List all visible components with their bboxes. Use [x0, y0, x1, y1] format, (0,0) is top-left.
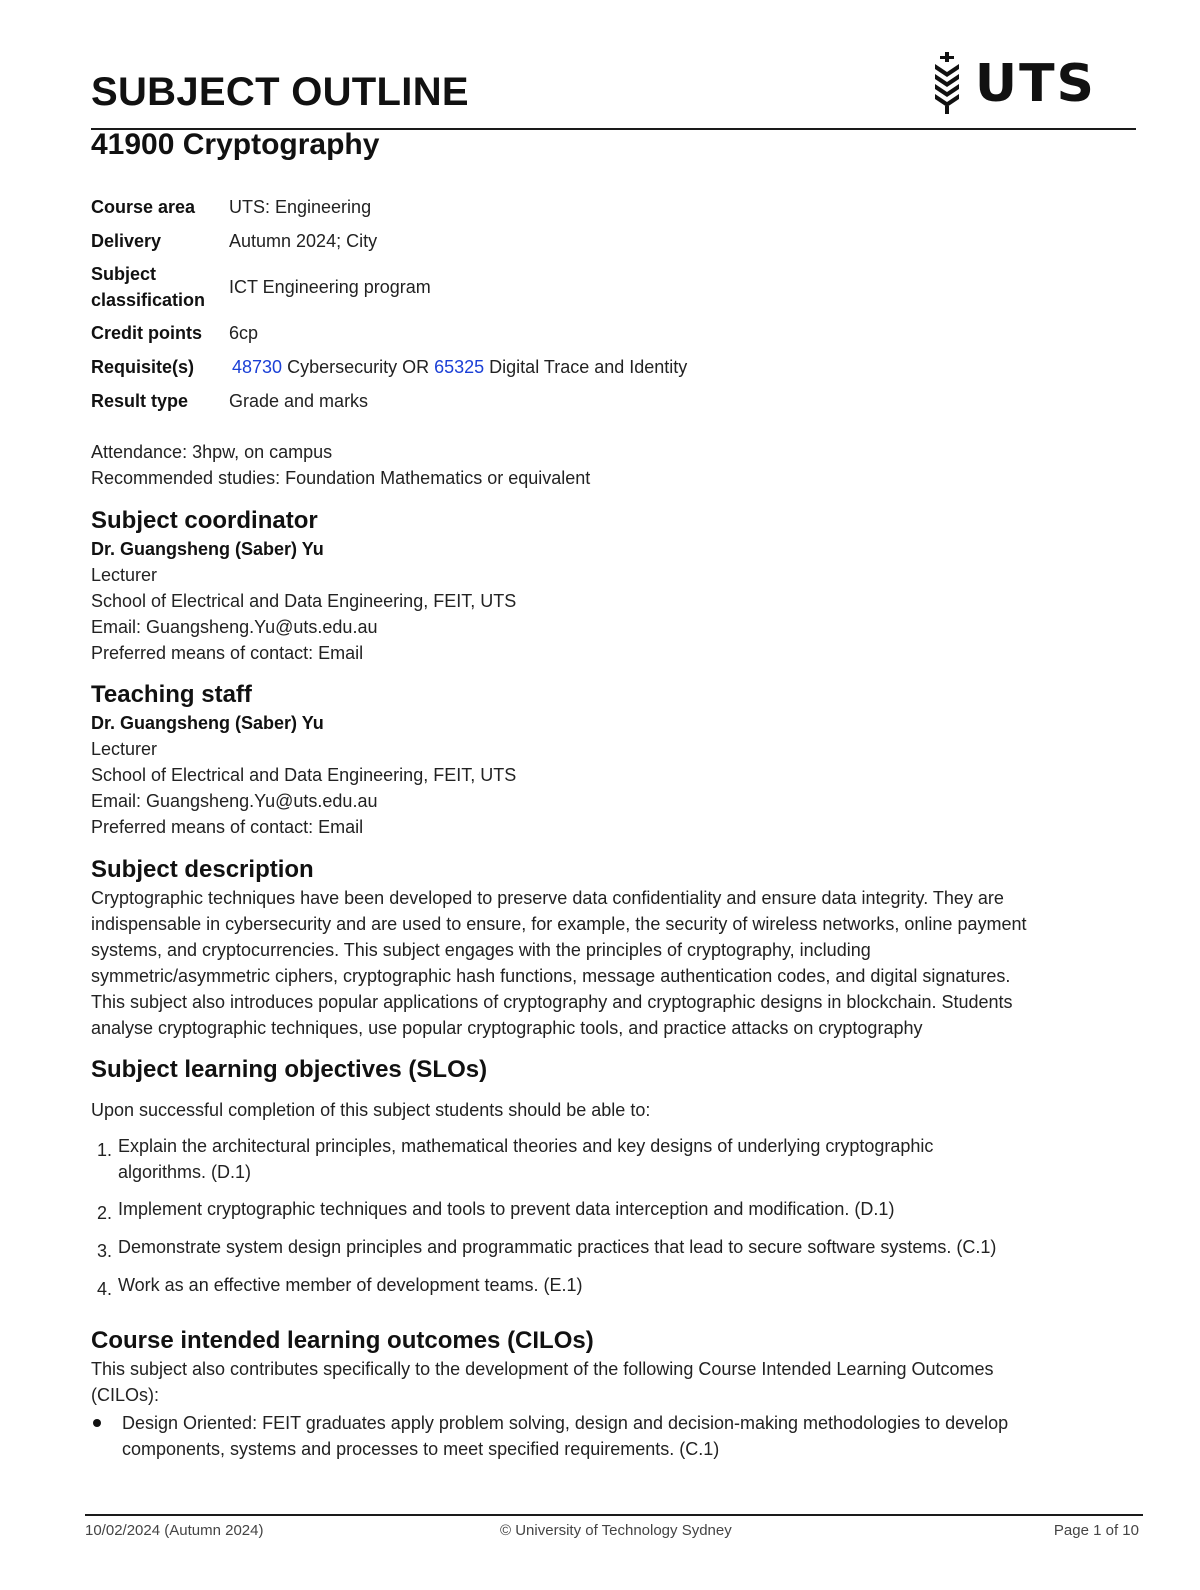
slo-text: Demonstrate system design principles and programmatic practices that lead to secure software systems. (C.1): [118, 1237, 997, 1257]
uts-crest-icon: [929, 52, 965, 116]
subject-coordinator-section: [91, 506, 1136, 666]
subject-description-heading: Subject description: [91, 856, 314, 883]
slo-intro: Upon successful completion of this subject students should be able to:: [91, 1100, 651, 1120]
teaching-staff-name: Dr. Guangsheng (Saber) Yu: [91, 713, 324, 733]
cilo-heading: Course intended learning outcomes (CILOs): [91, 1327, 594, 1354]
description-line: indispensable in cybersecurity and are used to ensure, for example, the security of wireless networks, online payment: [91, 914, 1027, 934]
coordinator-role: Lecturer: [91, 565, 158, 585]
description-line: analyse cryptographic techniques, use popular cryptographic tools, and practice attacks on cryptography: [91, 1018, 923, 1038]
attendance-notes: [91, 439, 1136, 491]
result-type-value: Grade and marks: [229, 390, 369, 411]
slo-list: [91, 1133, 1136, 1298]
slo-item: [91, 1272, 1136, 1298]
course-area-label: Course area: [91, 196, 196, 217]
slo-item: [91, 1133, 1136, 1185]
teaching-staff-school: School of Electrical and Data Engineering, FEIT, UTS: [91, 765, 517, 785]
slo-text: Work as an effective member of development teams. (E.1): [118, 1275, 583, 1295]
requisite-link-48730[interactable]: 48730: [232, 356, 283, 377]
requisite-link-65325[interactable]: 65325: [434, 356, 485, 377]
cilo-item: [91, 1410, 1136, 1462]
meta-row-delivery: [91, 224, 687, 258]
teaching-staff-contact: Preferred means of contact: Email: [91, 817, 364, 837]
footer-copyright: © University of Technology Sydney: [500, 1522, 732, 1539]
slo-number: 1.: [97, 1140, 113, 1160]
requisite-text-1: Cybersecurity OR: [282, 356, 435, 377]
bullet-icon: [93, 1419, 101, 1427]
slo-section: [91, 1055, 1136, 1298]
subject-meta-table: [91, 190, 687, 418]
requisites-value: [229, 350, 687, 384]
slo-number: 2.: [97, 1203, 113, 1223]
slo-item: [91, 1196, 1136, 1222]
meta-row-result-type: [91, 384, 687, 418]
teaching-staff-heading: Teaching staff: [91, 681, 252, 708]
footer-page-number: Page 1 of 10: [1053, 1522, 1139, 1539]
recommended-studies-text: Recommended studies: Foundation Mathematics or equivalent: [91, 468, 591, 488]
description-line: Cryptographic techniques have been developed to preserve data confidentiality and ensure data integrity. They are: [91, 888, 1004, 908]
teaching-staff-email: Email: Guangsheng.Yu@uts.edu.au: [91, 791, 378, 811]
uts-logo-text: UTS: [974, 54, 1096, 114]
delivery-value: Autumn 2024; City: [229, 230, 378, 251]
teaching-staff-role: Lecturer: [91, 739, 158, 759]
coordinator-contact: Preferred means of contact: Email: [91, 643, 364, 663]
cilo-intro-line2: (CILOs):: [91, 1385, 160, 1405]
credit-points-value: 6cp: [229, 322, 259, 343]
uts-logo: [929, 52, 1096, 116]
coordinator-email: Email: Guangsheng.Yu@uts.edu.au: [91, 617, 378, 637]
slo-text-cont: algorithms. (D.1): [118, 1162, 252, 1182]
slo-item: [91, 1234, 1136, 1260]
result-type-label: Result type: [91, 390, 189, 411]
cilo-list: [91, 1410, 1136, 1462]
slo-text: Explain the architectural principles, mathematical theories and key designs of underlying cryptographic: [118, 1136, 934, 1156]
coordinator-school: School of Electrical and Data Engineering, FEIT, UTS: [91, 591, 517, 611]
cilo-text: Design Oriented: FEIT graduates apply problem solving, design and decision-making methodologies to develop: [122, 1413, 1009, 1433]
meta-row-course-area: [91, 190, 687, 224]
classification-label-line2: classification: [91, 290, 206, 310]
slo-number: 4.: [97, 1279, 113, 1299]
subject-outline-page: [85, 0, 1139, 1590]
teaching-staff-section: [91, 680, 1136, 840]
classification-value: ICT Engineering program: [229, 276, 431, 297]
subject-description-section: [91, 855, 1136, 1041]
cilo-intro-line1: This subject also contributes specifically to the development of the following Course Intended Learning Outcomes: [91, 1359, 994, 1379]
coordinator-name: Dr. Guangsheng (Saber) Yu: [91, 539, 324, 559]
credit-points-label: Credit points: [91, 322, 202, 343]
page-footer: [85, 1514, 1143, 1539]
slo-number: 3.: [97, 1241, 113, 1261]
cilo-section: [91, 1326, 1136, 1462]
subject-title: 41900 Cryptography: [91, 128, 380, 161]
requisites-label: Requisite(s): [91, 356, 195, 377]
footer-date: 10/02/2024 (Autumn 2024): [85, 1522, 264, 1539]
slo-heading: Subject learning objectives (SLOs): [91, 1056, 488, 1083]
meta-row-classification: [91, 258, 687, 316]
description-line: This subject also introduces popular applications of cryptography and cryptographic designs in blockchain. Students: [91, 992, 1013, 1012]
requisite-text-2: Digital Trace and Identity: [484, 356, 688, 377]
classification-label: [91, 258, 229, 316]
attendance-text: Attendance: 3hpw, on campus: [91, 442, 333, 462]
description-line: symmetric/asymmetric ciphers, cryptographic hash functions, message authentication codes, and digital signatures.: [91, 966, 1011, 986]
subject-coordinator-heading: Subject coordinator: [91, 507, 318, 534]
meta-row-requisites: [91, 350, 687, 384]
slo-text: Implement cryptographic techniques and tools to prevent data interception and modification. (D.1): [118, 1199, 895, 1219]
course-area-value: UTS: Engineering: [229, 196, 372, 217]
classification-label-line1: Subject: [91, 264, 157, 284]
meta-row-credit-points: [91, 316, 687, 350]
document-header: [91, 54, 1136, 130]
description-line: systems, and cryptocurrencies. This subject engages with the principles of cryptography, including: [91, 940, 871, 960]
delivery-label: Delivery: [91, 230, 162, 251]
cilo-text-cont: components, systems and processes to meet specified requirements. (C.1): [122, 1439, 720, 1459]
document-title: SUBJECT OUTLINE: [91, 70, 469, 114]
